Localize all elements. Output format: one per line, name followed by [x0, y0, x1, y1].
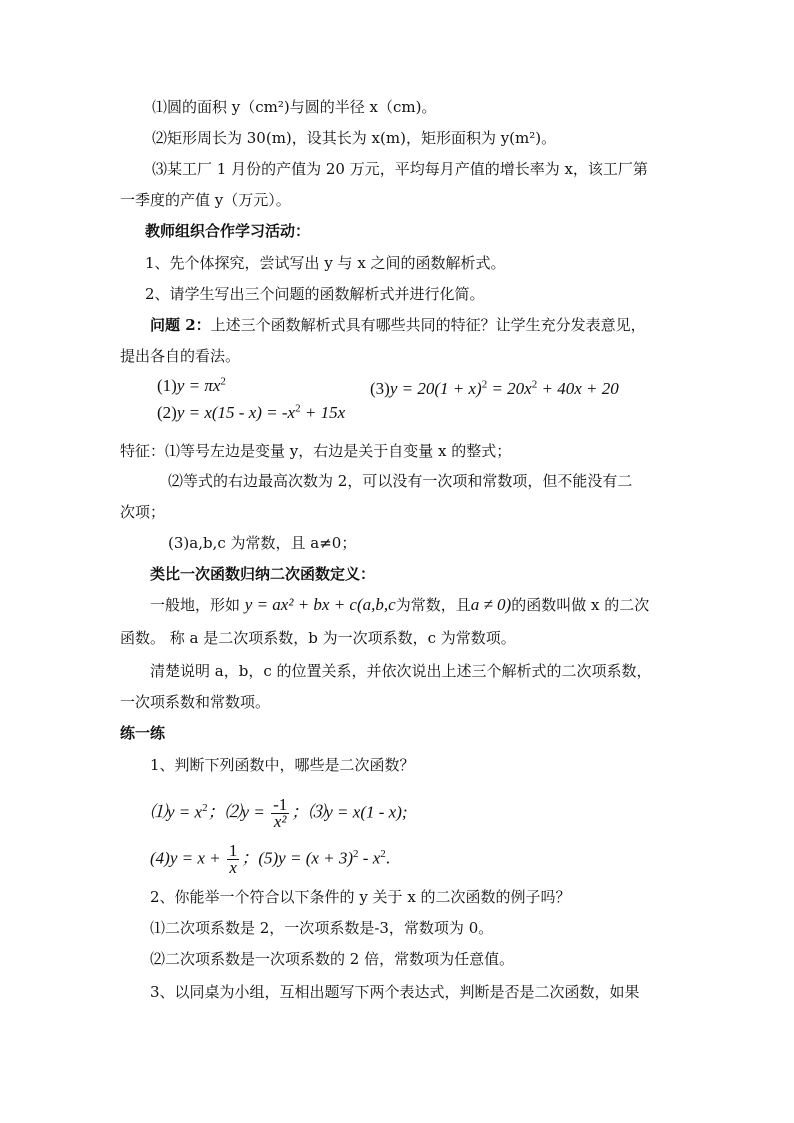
- exponent: 2: [531, 378, 538, 391]
- formula-3-body-tail: + 40x + 20: [537, 379, 619, 398]
- definition-formula: y = ax² + bx + c(a,b,c: [244, 595, 396, 614]
- question-2: [150, 315, 646, 335]
- fraction-denominator: x²: [273, 812, 287, 831]
- exponent: 2: [220, 375, 226, 388]
- definition-line-3: 清楚说明 a，b，c 的位置关系，并依次说出上述三个解析式的二次项系数，: [150, 662, 652, 680]
- practice-q2-b: ⑵二次项系数是一次项系数的 2 倍，常数项为任意值。: [150, 950, 515, 968]
- exponent: 2: [380, 847, 386, 860]
- feature-2: ⑵等式的右边最高次数为 2，可以没有一次项和常数项，但不能没有二: [168, 472, 633, 490]
- exponent: 2: [481, 378, 488, 391]
- practice-q1: 1、判断下列函数中，哪些是二次函数？: [150, 756, 415, 774]
- question-2-label: 问题 2：: [150, 316, 211, 334]
- definition-tail: 的函数叫做 x 的二次: [511, 596, 650, 614]
- formula-1-number: (1): [157, 376, 177, 395]
- formula-3-body: y = 20(1 + x): [389, 379, 482, 398]
- fraction: [271, 797, 289, 830]
- intro-item-3: ⑶某工厂 1 月份的产值为 20 万元，平均每月产值的增长率为 x，该工厂第: [152, 160, 648, 178]
- question-2-text: 上述三个函数解析式具有哪些共同的特征？让学生充分发表意见，: [210, 316, 646, 334]
- feature-2-cont: 次项；: [120, 503, 166, 521]
- definition-line-2: 函数。 称 a 是二次项系数，b 为一次项系数，c 为常数项。: [120, 629, 516, 647]
- formula-2-body: y = x(15 - x) = -x: [176, 403, 296, 422]
- formula-1-body: y = πx: [176, 376, 221, 395]
- intro-item-3-cont: 一季度的产值 y（万元）。: [120, 191, 291, 209]
- expr-3-part: ；⑶y = x(1 - x);: [291, 802, 408, 822]
- intro-item-2: ⑵矩形周长为 30(m)，设其长为 x(m)，矩形面积为 y(m²)。: [152, 129, 557, 147]
- exponent: 2: [353, 847, 359, 860]
- definition-condition: a ≠ 0): [470, 595, 512, 614]
- formula-2: [157, 403, 345, 423]
- practice-q3: 3、以同桌为小组，互相出题写下两个表达式，判断是否是二次函数，如果: [150, 983, 640, 1001]
- expr-2-part: ；⑵y =: [207, 802, 270, 822]
- definition-line-4: 一次项系数和常数项。: [120, 693, 271, 711]
- expr-end: .: [385, 848, 391, 868]
- formula-1: [157, 376, 226, 396]
- expr-1-part: ⑴y = x: [150, 802, 203, 822]
- fraction: [227, 843, 240, 876]
- intro-item-1: ⑴圆的面积 y（cm²)与圆的半径 x（cm)。: [152, 98, 437, 116]
- practice-q2: 2、你能举一个符合以下条件的 y 关于 x 的二次函数的例子吗？: [150, 888, 571, 906]
- definition-line-1: [150, 595, 649, 615]
- practice-expr-2: [150, 843, 390, 876]
- expr-5-tail: - x: [358, 848, 381, 868]
- formula-2-number: (2): [157, 403, 177, 422]
- feature-1: 特征：⑴等号左边是变量 y，右边是关于自变量 x 的整式；: [120, 442, 512, 460]
- feature-3: (3)a,b,c 为常数，且 a≠0；: [168, 534, 357, 552]
- activity-step-2: 2、请学生写出三个问题的函数解析式并进行化简。: [145, 285, 485, 303]
- fraction-denominator: x: [229, 858, 237, 877]
- expr-5-part: ；(5)y = (x + 3): [241, 848, 354, 868]
- fraction-numerator: -1: [273, 795, 288, 814]
- expr-4-part: (4)y = x +: [150, 848, 225, 868]
- practice-q2-a: ⑴二次项系数是 2，一次项系数是-3，常数项为 0。: [150, 919, 494, 937]
- question-2-cont: 提出各自的看法。: [120, 347, 241, 365]
- formula-3-number: (3): [370, 379, 390, 398]
- formula-3: [370, 379, 619, 399]
- fraction-numerator: 1: [228, 841, 238, 860]
- definition-heading: 类比一次函数归纳二次函数定义：: [150, 565, 376, 583]
- formula-2-body-tail: + 15x: [300, 403, 346, 422]
- definition-lead: 一般地，形如: [150, 596, 245, 614]
- exponent: 2: [202, 801, 208, 814]
- activity-step-1: 1、先个体探究，尝试写出 y 与 x 之间的函数解析式。: [145, 254, 506, 272]
- definition-mid: 为常数，且: [395, 596, 471, 614]
- activity-heading: 教师组织合作学习活动：: [145, 222, 311, 240]
- practice-heading: 练一练: [120, 724, 166, 742]
- exponent: 2: [295, 402, 301, 415]
- practice-expr-1: [150, 797, 408, 830]
- formula-3-body-mid: = 20x: [487, 379, 532, 398]
